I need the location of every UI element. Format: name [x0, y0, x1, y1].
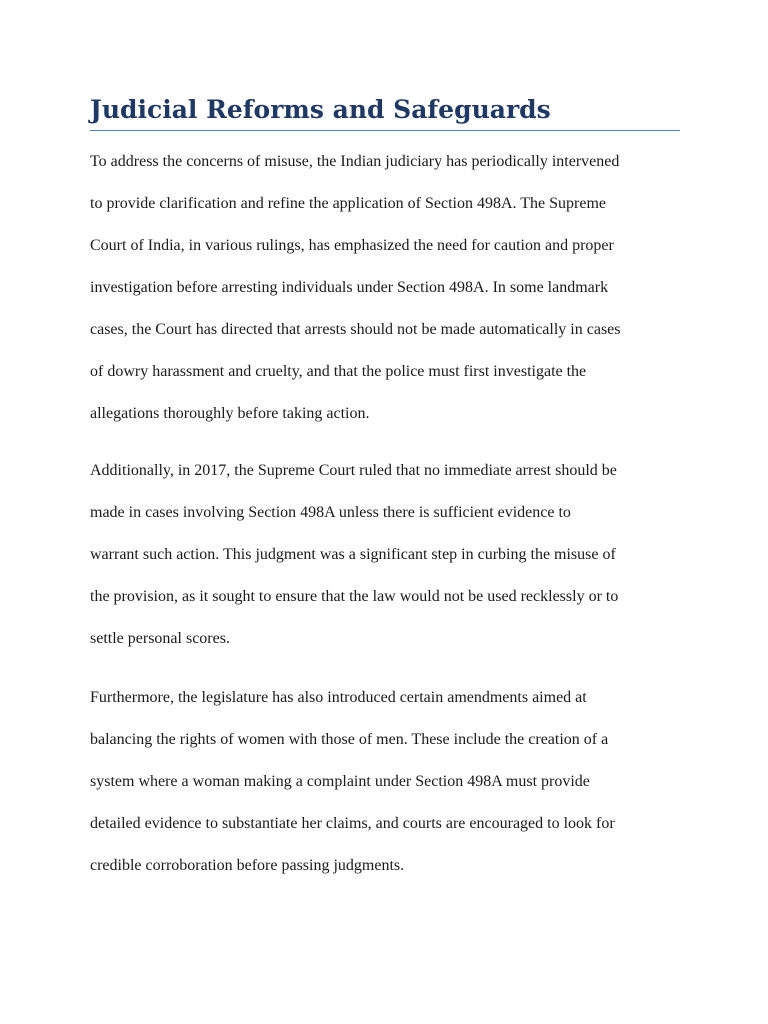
paragraph-line: the provision, as it sought to ensure that the law would not be used recklessly or to	[90, 588, 619, 605]
paragraph-line: Court of India, in various rulings, has emphasized the need for caution and proper	[90, 237, 614, 254]
heading-underline	[90, 130, 680, 131]
paragraph-legislative-amendments	[90, 677, 690, 887]
paragraph-judiciary-intervention	[90, 141, 690, 435]
paragraph-line: warrant such action. This judgment was a significant step in curbing the misuse of	[90, 546, 616, 563]
paragraph-line: investigation before arresting individuals under Section 498A. In some landmark	[90, 279, 609, 296]
paragraph-line: balancing the rights of women with those of men. These include the creation of a	[90, 731, 609, 748]
paragraph-line: Furthermore, the legislature has also introduced certain amendments aimed at	[90, 689, 587, 706]
paragraph-line: detailed evidence to substantiate her claims, and courts are encouraged to look for	[90, 815, 615, 832]
paragraph-line: system where a woman making a complaint under Section 498A must provide	[90, 773, 590, 790]
paragraph-line: To address the concerns of misuse, the Indian judiciary has periodically intervened	[90, 153, 620, 170]
paragraph-line: of dowry harassment and cruelty, and that the police must first investigate the	[90, 363, 587, 380]
paragraph-line: cases, the Court has directed that arrests should not be made automatically in cases	[90, 321, 621, 338]
paragraph-line: Additionally, in 2017, the Supreme Court ruled that no immediate arrest should be	[90, 462, 617, 479]
paragraph-line: allegations thoroughly before taking action.	[90, 405, 370, 422]
paragraph-line: settle personal scores.	[90, 630, 230, 647]
document-heading: Judicial Reforms and Safeguards	[90, 95, 551, 124]
paragraph-line: made in cases involving Section 498A unless there is sufficient evidence to	[90, 504, 571, 521]
paragraph-line: credible corroboration before passing judgments.	[90, 857, 405, 874]
paragraph-2017-ruling	[90, 450, 690, 660]
paragraph-line: to provide clarification and refine the application of Section 498A. The Supreme	[90, 195, 606, 212]
